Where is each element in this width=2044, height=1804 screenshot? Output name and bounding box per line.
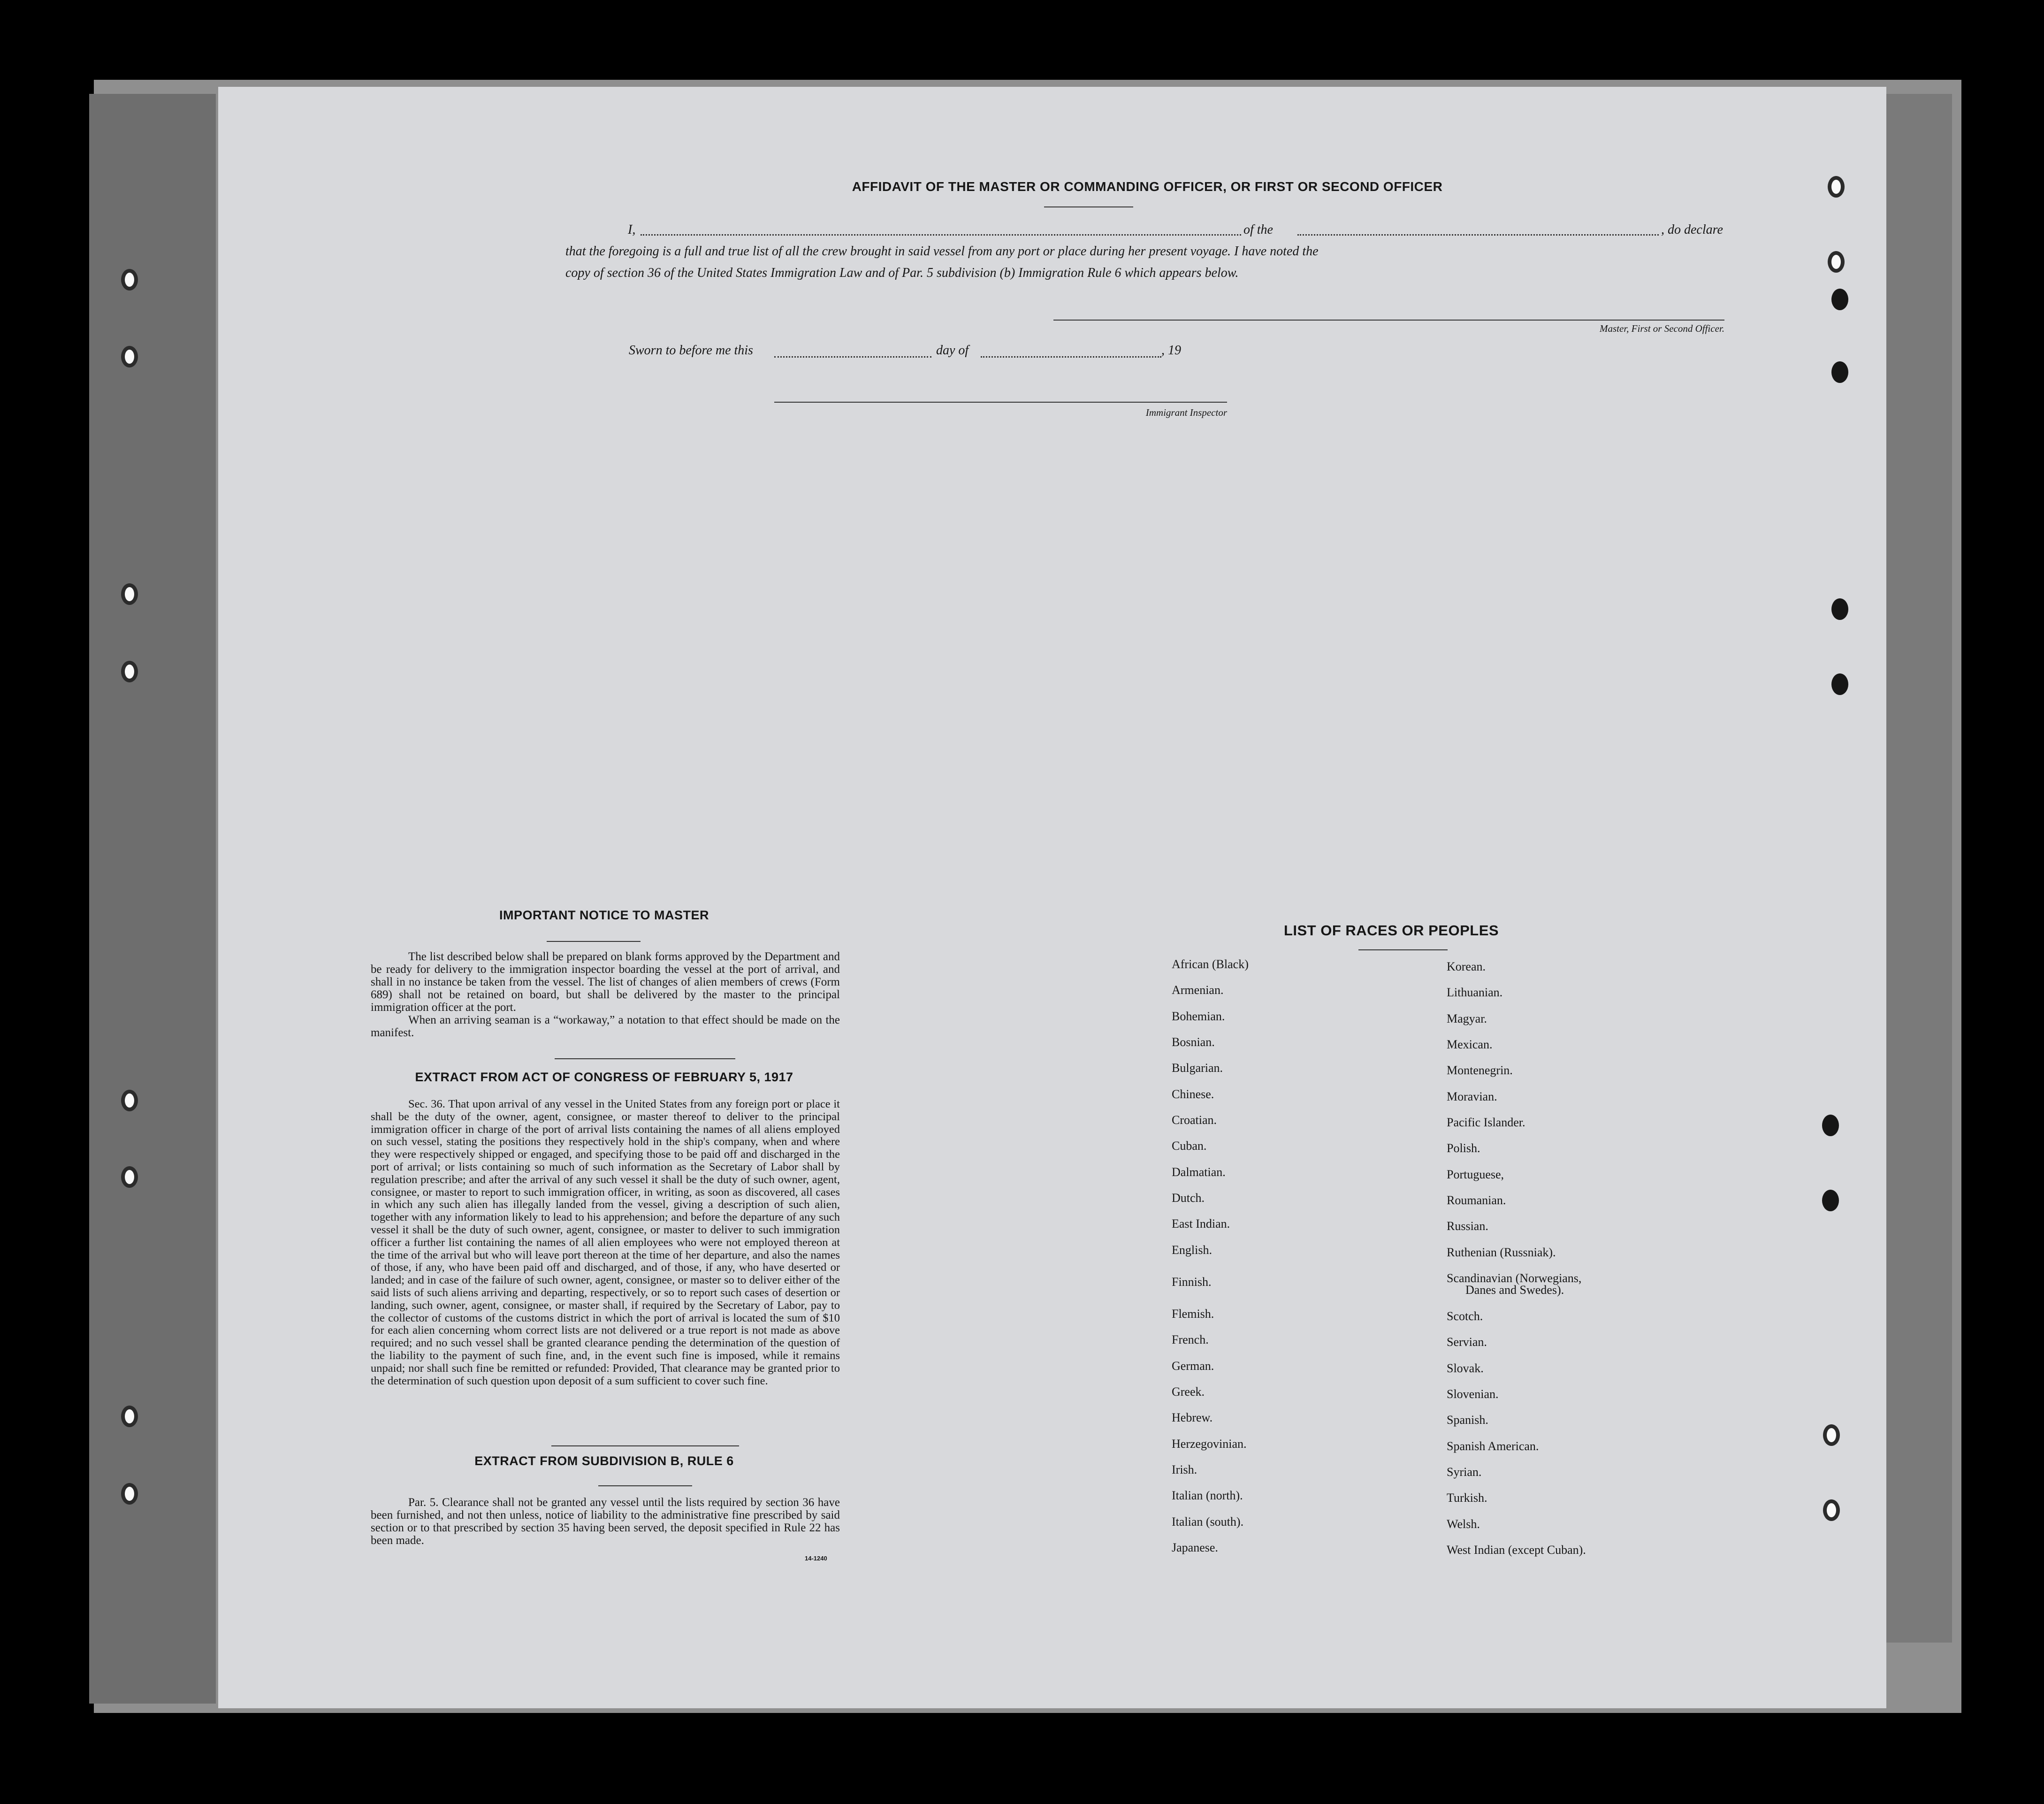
affidavit-i: I, — [628, 222, 636, 237]
race-item: Scotch. — [1447, 1309, 1483, 1323]
affidavit-of-the: of the — [1243, 222, 1273, 237]
form-number: 14-1240 — [805, 1555, 827, 1562]
binding-hole — [121, 583, 138, 605]
sworn-text: Sworn to before me this — [629, 343, 753, 358]
binding-hole — [1828, 251, 1845, 273]
race-item: Dalmatian. — [1172, 1165, 1226, 1179]
race-item: Welsh. — [1447, 1517, 1480, 1531]
race-item: Japanese. — [1172, 1541, 1218, 1554]
races-rule — [1358, 949, 1448, 950]
race-item: Italian (north). — [1172, 1489, 1243, 1502]
binding-hole — [121, 269, 138, 290]
notice-paragraph-1: The list described below shall be prepared on blank forms approved by the Department and be ready for delivery to the immigration inspector boarding the vessel at the port of arrival, and shall in no instance be taken from the vessel. The list of changes of alien members of crews (Form 689) shall not be retained on board, but shall be delivered by the master to the principal immigration officer at the port. — [371, 950, 840, 1014]
race-item: Russian. — [1447, 1219, 1488, 1233]
signature-label: Master, First or Second Officer. — [1600, 323, 1724, 334]
race-item: Bulgarian. — [1172, 1061, 1223, 1075]
race-item: Slovak. — [1447, 1361, 1484, 1375]
race-item: Dutch. — [1172, 1191, 1205, 1205]
notice-title: IMPORTANT NOTICE TO MASTER — [499, 908, 709, 922]
race-item: East Indian. — [1172, 1217, 1230, 1231]
race-item: Syrian. — [1447, 1465, 1482, 1479]
vessel-blank[interactable] — [1297, 234, 1659, 236]
race-item: Finnish. — [1172, 1275, 1212, 1289]
inspector-signature-line[interactable] — [774, 402, 1227, 403]
affidavit-line-2: that the foregoing is a full and true list of all the crew brought in said vessel from any port or place during her present voyage. I have noted the — [565, 244, 1319, 259]
race-item: African (Black) — [1172, 957, 1249, 971]
inspector-label: Immigrant Inspector — [1145, 407, 1227, 418]
extract-rule-title: EXTRACT FROM SUBDIVISION B, RULE 6 — [474, 1454, 734, 1468]
race-item: Pacific Islander. — [1447, 1116, 1525, 1129]
section-rule — [555, 1058, 735, 1059]
binding-hole — [1822, 1115, 1839, 1136]
signature-line[interactable] — [1053, 320, 1724, 321]
day-blank[interactable] — [774, 356, 931, 358]
race-item: Italian (south). — [1172, 1515, 1244, 1529]
binding-hole — [1823, 1424, 1840, 1446]
affidavit-title: AFFIDAVIT OF THE MASTER OR COMMANDING OFFICER, OR FIRST OR SECOND OFFICER — [852, 179, 1443, 194]
binding-hole — [121, 661, 138, 682]
extract-act-title: EXTRACT FROM ACT OF CONGRESS OF FEBRUARY 5, 1917 — [415, 1070, 793, 1084]
binding-hole — [1831, 361, 1848, 383]
race-item: Slovenian. — [1447, 1387, 1499, 1401]
document-page — [218, 87, 1886, 1708]
section-rule — [551, 1445, 739, 1446]
race-item: Chinese. — [1172, 1087, 1214, 1101]
section-rule — [598, 1485, 692, 1486]
day-of-text: day of — [936, 343, 969, 358]
race-item: Greek. — [1172, 1385, 1205, 1399]
race-item: Scandinavian (Norwegians, — [1447, 1271, 1582, 1285]
binding-hole — [121, 1483, 138, 1505]
race-item: German. — [1172, 1359, 1214, 1373]
race-item: Mexican. — [1447, 1038, 1493, 1051]
name-blank[interactable] — [641, 234, 1241, 236]
race-item: Spanish. — [1447, 1413, 1488, 1427]
month-blank[interactable] — [981, 356, 1161, 358]
binding-hole — [1831, 673, 1848, 695]
year-text: , 19 — [1161, 343, 1181, 358]
race-item: Magyar. — [1447, 1012, 1487, 1025]
race-item: Montenegrin. — [1447, 1063, 1513, 1077]
race-item: Flemish. — [1172, 1307, 1214, 1321]
race-item: French. — [1172, 1333, 1209, 1346]
binding-hole — [121, 1406, 138, 1427]
notice-rule — [547, 941, 641, 942]
binding-hole — [1823, 1499, 1840, 1521]
extract-act-text: Sec. 36. That upon arrival of any vessel in the United States from any foreign port or place it shall be the duty of the owner, agent, consignee, or master thereof to deliver to the principal immigration officer in charge of the port of arrival lists containing the names of all aliens employed on such vessel, stating the positions they respectively hold in the ship's company, when and where they were respectively shipped or engaged, and specifying those to be paid off and discharged in the port of arrival; or lists containing so much of such information as the Secretary of Labor shall by regulation prescribe; and after the arrival of any such vessel it shall be the duty of such owner, agent, consignee, or master to report to such immigration officer, in writing, as soon as discovered, all cases in which any such alien has illegally landed from the vessel, giving a description of such alien, together with any information likely to lead to his apprehension; and before the departure of any such vessel it shall be the duty of such owner, agent, consignee, or master to deliver to such immigration officer a further list containing the names of all alien employees who were not employed thereon at the time of the arrival but who will leave port thereon at the time of her departure, and also the names of those, if any, who have been paid off and discharged, and of those, if any, who have deserted or landed; and in case of the failure of such owner, agent, consignee, or master so to deliver either of the said lists of such aliens arriving and departing, respectively, or so to report such cases of desertion or landing, such owner, agent, consignee, or master shall, if required by the Secretary of Labor, pay to the collector of customs of the customs district in which the port of arrival is located the sum of $10 for each alien concerning whom correct lists are not delivered or a true report is not made as above required; and no such vessel shall be granted clearance pending the determination of the question of the liability to the payment of such fine, and, in the event such fine is imposed, while it remains unpaid; nor shall such fine be remitted or refunded: Provided, That clearance may be granted prior to the determination of such question upon deposit of a sum sufficient to cover such fine. — [371, 1098, 840, 1387]
race-item: Portuguese, — [1447, 1168, 1504, 1181]
binding-strip-right — [1882, 94, 1952, 1643]
race-item: Hebrew. — [1172, 1411, 1213, 1424]
binding-hole — [1828, 176, 1845, 198]
binding-hole — [1831, 289, 1848, 310]
binding-hole — [1822, 1190, 1839, 1211]
binding-hole — [121, 346, 138, 367]
race-item: Herzegovinian. — [1172, 1437, 1247, 1451]
binding-hole — [1831, 598, 1848, 620]
race-item: Polish. — [1447, 1141, 1480, 1155]
race-item: Lithuanian. — [1447, 986, 1503, 999]
race-item: Spanish American. — [1447, 1439, 1539, 1453]
race-item-continued: Danes and Swedes). — [1465, 1283, 1564, 1297]
race-item: Armenian. — [1172, 983, 1224, 997]
race-item: Irish. — [1172, 1463, 1197, 1476]
title-rule — [1044, 206, 1133, 207]
race-item: Cuban. — [1172, 1139, 1207, 1153]
race-item: Bosnian. — [1172, 1035, 1215, 1049]
race-item: Roumanian. — [1447, 1193, 1506, 1207]
race-item: Turkish. — [1447, 1491, 1487, 1505]
race-item: Bohemian. — [1172, 1009, 1225, 1023]
notice-paragraph-2: When an arriving seaman is a “workaway,” a notation to that effect should be made on the manifest. — [371, 1014, 840, 1039]
race-item: West Indian (except Cuban). — [1447, 1543, 1586, 1557]
race-item: Moravian. — [1447, 1090, 1497, 1103]
race-item: English. — [1172, 1243, 1212, 1257]
race-item: Servian. — [1447, 1335, 1487, 1349]
affidavit-line-3: copy of section 36 of the United States Immigration Law and of Par. 5 subdivision (b) Immigration Rule 6 which appears below. — [565, 266, 1239, 280]
binding-hole — [121, 1090, 138, 1111]
race-item: Ruthenian (Russniak). — [1447, 1246, 1556, 1259]
extract-rule-text: Par. 5. Clearance shall not be granted any vessel until the lists required by section 36 have been furnished, and not then unless, notice of liability to the administrative fine prescribed by said section or to that prescribed by section 35 having been served, the deposit specified in Rule 22 has been made. — [371, 1496, 840, 1547]
race-item: Croatian. — [1172, 1113, 1217, 1127]
race-item: Korean. — [1447, 960, 1486, 973]
binding-strip-left — [89, 94, 216, 1704]
binding-hole — [121, 1166, 138, 1188]
races-title: LIST OF RACES OR PEOPLES — [1283, 922, 1499, 939]
affidavit-do-declare: , do declare — [1661, 222, 1723, 237]
